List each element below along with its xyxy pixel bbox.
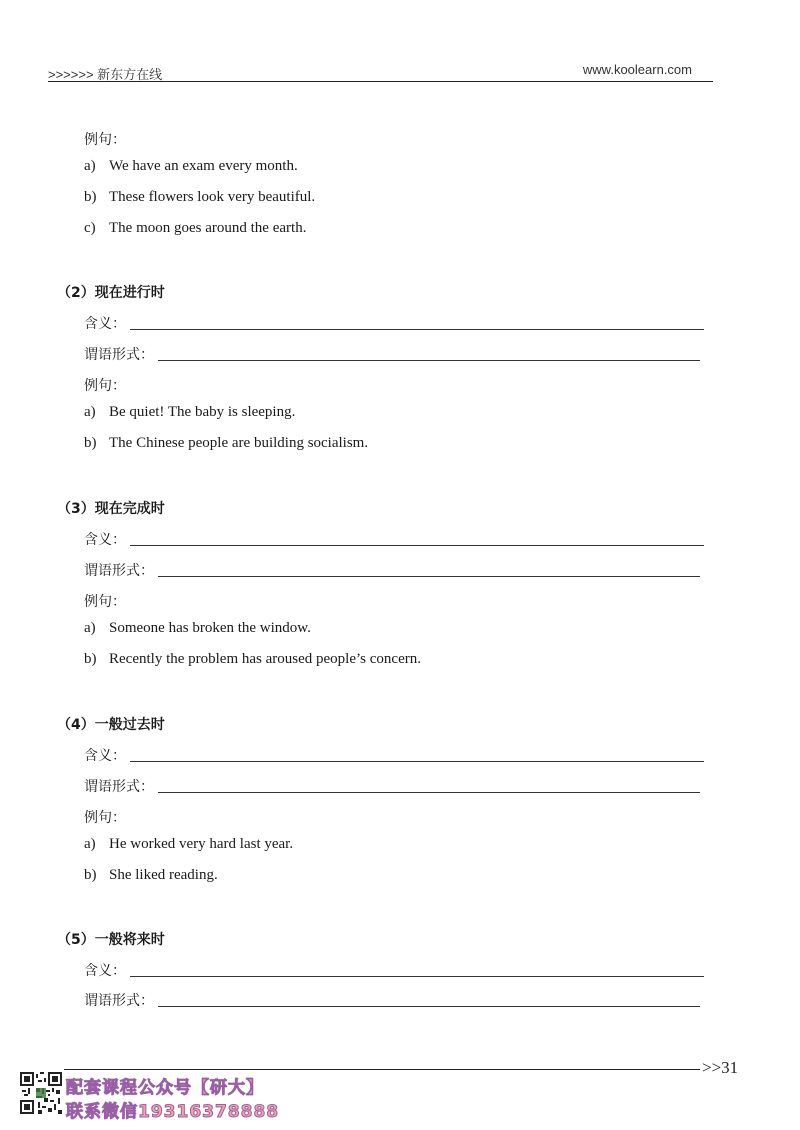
- example-item: [84, 158, 298, 175]
- form-blank-line[interactable]: [158, 576, 700, 577]
- meaning-blank-line[interactable]: [130, 976, 704, 977]
- footer-rule: [64, 1069, 700, 1070]
- form-field: [84, 990, 700, 1010]
- qr-code-icon: [20, 1072, 62, 1114]
- meaning-blank-line[interactable]: [130, 329, 704, 330]
- form-label: 谓语形式：: [84, 347, 154, 363]
- example-text: Recently the problem has aroused people’s concern.: [109, 651, 421, 667]
- example-item: [84, 404, 295, 421]
- meaning-label: 含义：: [84, 963, 126, 979]
- example-item: [84, 189, 315, 206]
- meaning-field: [84, 529, 704, 549]
- example-text: She liked reading.: [109, 867, 218, 883]
- example-marker: b): [84, 435, 97, 451]
- example-marker: b): [84, 867, 97, 883]
- example-marker: a): [84, 404, 96, 420]
- meaning-blank-line[interactable]: [130, 761, 704, 762]
- example-text: Be quiet! The baby is sleeping.: [109, 404, 296, 420]
- example-text: Someone has broken the window.: [109, 620, 311, 636]
- section-heading: （2）现在进行时: [57, 285, 165, 301]
- example-item: [84, 651, 421, 668]
- form-field: [84, 344, 700, 364]
- promo-line-2: 联系微信19316378888: [66, 1102, 280, 1122]
- meaning-field: [84, 960, 704, 980]
- example-item: [84, 867, 218, 884]
- meaning-label: 含义：: [84, 316, 126, 332]
- meaning-label: 含义：: [84, 532, 126, 548]
- examples-label: 例句：: [84, 132, 126, 148]
- example-marker: c): [84, 220, 96, 236]
- examples-label: 例句：: [84, 810, 126, 826]
- example-item: [84, 435, 368, 452]
- example-marker: a): [84, 836, 96, 852]
- example-marker: a): [84, 620, 96, 636]
- example-text: We have an exam every month.: [109, 158, 298, 174]
- meaning-label: 含义：: [84, 748, 126, 764]
- example-item: [84, 836, 293, 853]
- form-blank-line[interactable]: [158, 792, 700, 793]
- example-text: He worked very hard last year.: [109, 836, 294, 852]
- form-blank-line[interactable]: [158, 360, 700, 361]
- form-field: [84, 560, 700, 580]
- example-item: [84, 620, 311, 637]
- section-heading: （3）现在完成时: [57, 501, 165, 517]
- section-heading: （4）一般过去时: [57, 717, 165, 733]
- meaning-field: [84, 745, 704, 765]
- header-rule: [48, 81, 713, 82]
- form-label: 谓语形式：: [84, 779, 154, 795]
- example-text: The Chinese people are building socialism.: [109, 435, 369, 451]
- examples-label: 例句：: [84, 594, 126, 610]
- example-item: [84, 220, 306, 237]
- header-brand: >>>>>> 新东方在线: [48, 67, 163, 82]
- meaning-field: [84, 313, 704, 333]
- form-field: [84, 776, 700, 796]
- form-label: 谓语形式：: [84, 993, 154, 1009]
- example-marker: a): [84, 158, 96, 174]
- section-heading: （5）一般将来时: [57, 932, 165, 948]
- example-marker: b): [84, 651, 97, 667]
- page-number: >>31: [702, 1058, 739, 1077]
- header-url: www.koolearn.com: [582, 62, 692, 77]
- form-label: 谓语形式：: [84, 563, 154, 579]
- example-marker: b): [84, 189, 97, 205]
- example-text: The moon goes around the earth.: [109, 220, 307, 236]
- examples-label: 例句：: [84, 378, 126, 394]
- form-blank-line[interactable]: [158, 1006, 700, 1007]
- promo-line-1: 配套课程公众号【研大】: [66, 1078, 264, 1098]
- example-text: These flowers look very beautiful.: [109, 189, 316, 205]
- meaning-blank-line[interactable]: [130, 545, 704, 546]
